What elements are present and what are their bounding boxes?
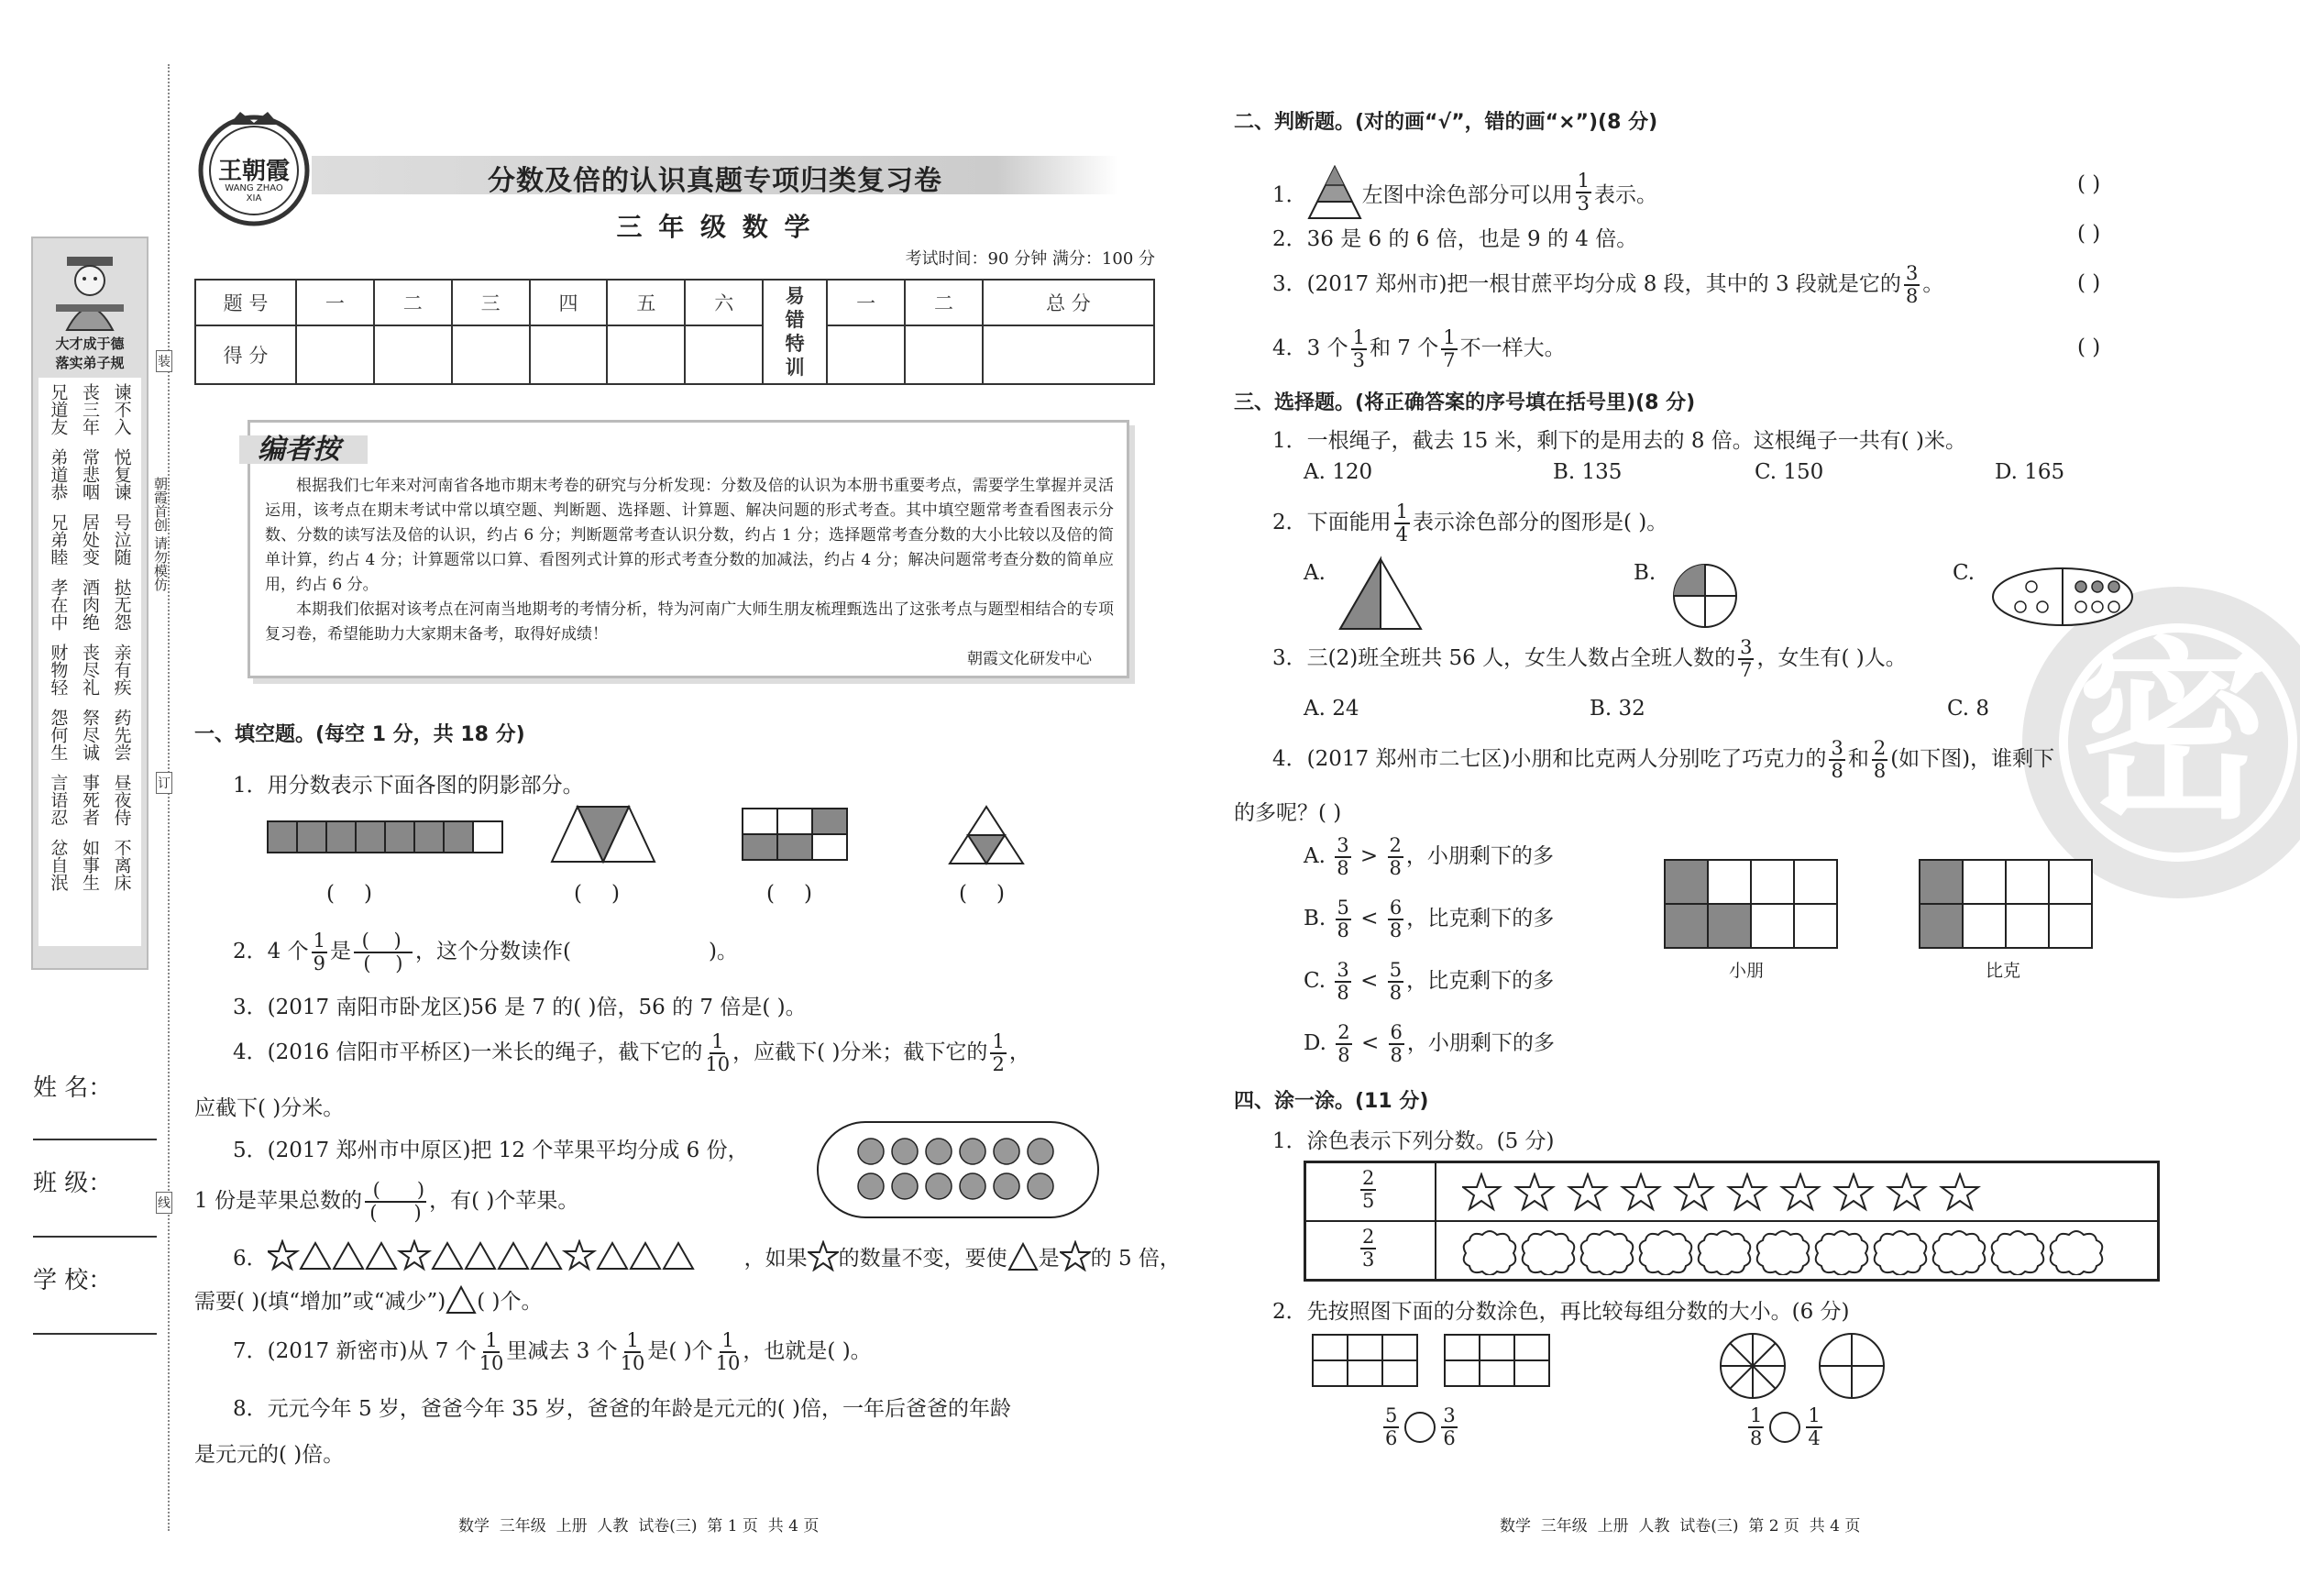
editor-paragraph: 根据我们七年来对河南省各地市期末考卷的研究与分析发现：分数及倍的认识为本册书重要考点，需要学生掌握并灵活运用，该考点在期末考试中常以填空题、判断题、选择题、计算题、解决问题的形式考查。其中填空题常考查看图表示分数、分数的读写法及倍的认识，约占 6 分；判断题常考查认识分数，约占 1 分；选择题常考查分数的大小比较以及倍的简单计算，约占 4 分；计算题常以口算、看图列式计算的形式考查分数的加减法，约占 4 分；解决问题常考查分数的简单应用，约占 6 分。: [265, 477, 1114, 594]
text: 2．4 个: [233, 940, 309, 963]
text: 左图中涂色部分可以用: [1361, 182, 1573, 207]
text: 4．(2016 信阳市平桥区)一米长的绳子，截下它的: [233, 1040, 703, 1064]
option[interactable]: B. 32: [1590, 697, 1645, 721]
score-cell[interactable]: [685, 325, 763, 384]
exam-info: 考试时间：90 分钟 满分：100 分: [905, 249, 1155, 269]
answer-blank[interactable]: (): [326, 882, 402, 906]
poem-line: 谏不入: [111, 383, 132, 435]
coloring-table: [1304, 1161, 2160, 1282]
score-cell[interactable]: [983, 325, 1154, 384]
text: 表示。: [1594, 182, 1658, 207]
watermark-seal: [2022, 587, 2300, 898]
fraction: $\frac{1}{9}$: [313, 930, 325, 974]
apples-figure: [816, 1120, 1100, 1219]
editor-paragraph: 本期我们依据对该考点在河南当地期考的考情分析，特为河南广大师生朋友梳理甄选出了这张考点与题型相结合的专项复习卷，希望能助力大家期末备考，取得好成绩！: [265, 600, 1114, 644]
text: 4．3 个: [1272, 336, 1348, 360]
fraction: $\frac{1}{8}$: [1750, 1404, 1763, 1449]
star-icon: [1060, 1240, 1091, 1271]
score-cell[interactable]: [374, 325, 452, 384]
poem-line: 药先尝: [111, 709, 132, 761]
answer-bracket[interactable]: ( ): [2077, 336, 2101, 359]
option[interactable]: C. 150: [1755, 460, 1824, 484]
compare-group-1[interactable]: [1381, 1406, 1460, 1448]
text: 7．(2017 新密市)从 7 个: [233, 1339, 477, 1363]
score-cell[interactable]: [905, 325, 983, 384]
fraction: $\frac{3}{8}$: [1831, 737, 1843, 782]
poem-line: 常悲咽: [79, 448, 100, 501]
p1-q5-cont: [194, 1181, 578, 1223]
text: ，如果: [743, 1246, 808, 1271]
fraction: $\frac{1}{4}$: [1808, 1404, 1821, 1449]
poem-line: 酒肉绝: [79, 578, 100, 631]
p4-q2-circles[interactable]: [1716, 1331, 1899, 1404]
option[interactable]: B. 135: [1553, 460, 1623, 484]
option-a-triangle: [1337, 556, 1425, 633]
fraction: $\frac{5}{6}$: [1385, 1404, 1398, 1449]
text: 1 份是苹果总数的: [194, 1189, 362, 1213]
text: 需要( )(填“增加”或“减少”): [194, 1289, 446, 1314]
editor-sign: 朝霞文化研发中心: [967, 650, 1092, 668]
option[interactable]: A. 24: [1304, 697, 1359, 721]
text: ，这个分数读作(: [414, 940, 571, 963]
fraction: $\frac{1}{4}$: [1395, 501, 1409, 545]
fraction: $\frac{1}{3}$: [1577, 170, 1590, 215]
option[interactable]: B. $\frac{5}{8}$ < $\frac{6}{8}$ ，比克剩下的多: [1304, 897, 1555, 941]
poem-line: 昼夜侍: [111, 774, 132, 826]
editor-note: [248, 420, 1129, 678]
sidebar-box: [31, 237, 149, 970]
text: 的数量不变，要使: [838, 1246, 1007, 1271]
triangle-icon: [446, 1283, 477, 1315]
option[interactable]: D. 165: [1995, 460, 2065, 484]
score-cell[interactable]: [296, 325, 374, 384]
poem-line: 居处变: [79, 513, 100, 566]
text: )。: [708, 940, 738, 963]
text: 1．: [1272, 182, 1307, 207]
chocolate-figures: [1661, 856, 2101, 952]
poem-line: 如事生: [79, 839, 100, 891]
poem-line: 怨何生: [48, 709, 69, 761]
text: ，有( )个苹果。: [429, 1189, 579, 1213]
text: 表示涂色部分的图形是( )。: [1413, 511, 1668, 534]
fraction: $\frac{1}{3}$: [1352, 326, 1365, 371]
p1-q7: [233, 1331, 872, 1373]
option[interactable]: D. $\frac{2}{8}$ < $\frac{6}{8}$ ，小朋剩下的多: [1304, 1021, 1555, 1066]
col-header: 总 分: [983, 280, 1154, 325]
clouds-row[interactable]: [1458, 1229, 2118, 1275]
text: ，: [1008, 1040, 1030, 1064]
name-label: 姓 名：: [33, 1074, 113, 1102]
special-label: 易错特训: [763, 280, 827, 384]
answer-blank[interactable]: (): [959, 882, 1034, 906]
col-header: 四: [530, 280, 608, 325]
col-header: 一: [827, 280, 905, 325]
text: 4．(2017 郑州市二七区)小朋和比克两人分别吃了巧克力的: [1272, 747, 1827, 771]
poem-line: 兄道友: [48, 383, 69, 435]
p3-q4: [1272, 739, 2054, 781]
part3-title: 三、选择题。(将正确答案的序号填在括号里)(8 分): [1234, 391, 1696, 414]
col-header: 一: [296, 280, 374, 325]
poem-line: 号泣随: [111, 513, 132, 566]
text: 3．三(2)班全班共 56 人，女生人数占全班人数的: [1272, 646, 1736, 670]
brand-name: 王朝霞: [217, 158, 290, 185]
brand-logo: [194, 108, 314, 227]
part2-title: 二、判断题。(对的画“√”，错的画“×”)(8 分): [1234, 111, 1658, 134]
fig-label-bike: 比克: [1986, 961, 2021, 981]
watermark-text: 密: [2077, 621, 2271, 845]
compare-circle-icon[interactable]: [1402, 1409, 1438, 1446]
row-label: 得 分: [195, 325, 296, 384]
text: ，女生有( )人。: [1756, 646, 1907, 670]
p1-q5: 5．(2017 郑州市中原区)把 12 个苹果平均分成 6 份，: [233, 1139, 749, 1162]
p2-q3: [1272, 264, 1943, 306]
p4-q1: 1．涂色表示下列分数。(5 分): [1272, 1129, 1555, 1153]
name-field[interactable]: [33, 1069, 157, 1140]
answer-blank[interactable]: (): [766, 882, 842, 906]
score-cell[interactable]: [607, 325, 685, 384]
fraction: $\frac{3}{7}$: [1740, 636, 1753, 681]
text: ，也就是( )。: [743, 1339, 872, 1363]
col-header: 二: [374, 280, 452, 325]
option[interactable]: C.: [1953, 561, 1975, 585]
poem-line: 挞无怨: [111, 578, 132, 631]
seal-note: 朝霞首创 请勿模仿: [152, 477, 169, 591]
footer-left: 数学 三年级 上册 人教 试卷(三) 第 1 页 共 4 页: [458, 1517, 820, 1535]
text: 。: [1922, 272, 1944, 296]
editor-note-tag: 编者按: [239, 435, 368, 464]
p2-q4: [1272, 328, 1566, 370]
p3-q1: 1．一根绳子，截去 15 米，剩下的是用去的 8 倍。这根绳子一共有( )米。: [1272, 429, 1967, 453]
poem-line: 孝在中: [48, 578, 69, 631]
fraction: $\frac{1}{10}$: [715, 1329, 741, 1374]
option-b-circle: [1670, 561, 1740, 631]
fraction: $\frac{2}{3}$: [1362, 1226, 1375, 1271]
text: 3．(2017 郑州市)把一根甘蔗平均分成 8 段，其中的 3 段就是它的: [1272, 272, 1901, 296]
fraction: $\frac{1}{10}$: [705, 1030, 731, 1075]
school-field[interactable]: [33, 1261, 157, 1335]
answer-bracket[interactable]: ( ): [2077, 271, 2101, 295]
subtitle: 三 年 级 数 学: [616, 212, 814, 242]
p4-q2: 2．先按照图下面的分数涂色，再比较每组分数的大小。(6 分): [1272, 1300, 1850, 1324]
poem-line: 不离床: [111, 839, 132, 891]
poem-line: 兄弟睦: [48, 513, 69, 566]
class-label: 班 级：: [33, 1170, 113, 1197]
triangle-icon: [1007, 1240, 1039, 1271]
poem-line: 事死者: [79, 774, 100, 826]
star-icon: [808, 1240, 839, 1271]
p1-q6-cont: [194, 1283, 543, 1315]
fraction: $\frac{2}{5}$: [1362, 1167, 1375, 1212]
layered-triangle-icon: [1307, 165, 1362, 220]
binding-line: [168, 64, 170, 1531]
poem-panel: [39, 378, 141, 946]
answer-bracket[interactable]: ( ): [2077, 222, 2101, 246]
class-field[interactable]: [33, 1164, 157, 1238]
p1-q8-cont: 是元元的( )倍。: [194, 1443, 345, 1467]
row-label: 题 号: [195, 280, 296, 325]
stars-row[interactable]: [1462, 1172, 1994, 1213]
poem-line: 财物轻: [48, 644, 69, 696]
motto-1: 大才成于德: [55, 336, 125, 352]
text: ，应截下( )分米；截下它的: [732, 1040, 988, 1064]
col-header: 三: [452, 280, 530, 325]
p1-q3: 3．(2017 南阳市卧龙区)56 是 7 的( )倍，56 的 7 倍是( )。: [233, 996, 807, 1019]
text: 是: [1038, 1246, 1060, 1271]
footer-right: 数学 三年级 上册 人教 试卷(三) 第 2 页 共 4 页: [1500, 1517, 1861, 1535]
motto-2: 落实弟子规: [55, 355, 125, 371]
answer-bracket[interactable]: ( ): [2077, 172, 2101, 196]
poem-line: 言语忍: [48, 774, 69, 826]
binding-mark: 线: [156, 1192, 172, 1214]
text: (如下图)，谁剩下: [1890, 747, 2055, 771]
p1-q1: 1．用分数表示下面各图的阴影部分。: [233, 774, 584, 798]
option[interactable]: A. $\frac{3}{8}$ > $\frac{2}{8}$ ，小朋剩下的多: [1304, 834, 1554, 879]
score-cell[interactable]: [452, 325, 530, 384]
poem-line: 悦复谏: [111, 448, 132, 501]
col-header: 六: [685, 280, 763, 325]
text: 和 7 个: [1369, 336, 1439, 360]
col-header: 五: [607, 280, 685, 325]
p1-q2: [233, 931, 738, 974]
part4-title: 四、涂一涂。(11 分): [1234, 1090, 1429, 1113]
school-label: 学 校：: [33, 1267, 113, 1294]
option[interactable]: C. 8: [1947, 697, 1990, 721]
compare-group-2[interactable]: [1745, 1406, 1825, 1448]
poem-line: 丧尽礼: [79, 644, 100, 696]
bar-figure: [268, 821, 502, 853]
text: 和: [1847, 747, 1869, 771]
compare-circle-icon[interactable]: [1766, 1409, 1803, 1446]
text: ( )个。: [477, 1289, 543, 1314]
fraction: $\frac{3}{6}$: [1443, 1404, 1456, 1449]
text: 2．下面能用: [1272, 511, 1392, 534]
text: 不一样大。: [1459, 336, 1566, 360]
score-cell[interactable]: [530, 325, 608, 384]
p3-q3: [1272, 638, 1907, 680]
p3-q2: [1272, 502, 1667, 545]
text: 6．: [233, 1246, 268, 1271]
option[interactable]: B.: [1634, 561, 1656, 585]
binding-mark: 订: [156, 772, 172, 794]
p2-q1: [1272, 165, 1657, 220]
poem-line: 忿自泯: [48, 839, 69, 891]
text: 的 5 倍，: [1090, 1246, 1181, 1271]
text: 里减去 3 个: [506, 1339, 618, 1363]
fraction: $\frac{1}{10}$: [620, 1329, 645, 1374]
fraction: $\frac{2}{8}$: [1873, 737, 1887, 782]
text: 是: [329, 940, 351, 963]
answer-blank[interactable]: (): [574, 882, 649, 906]
p1-q8: 8．元元今年 5 岁，爸爸今年 35 岁，爸爸的年龄是元元的( )倍，一年后爸爸的年龄: [233, 1397, 1012, 1421]
p3-q4-cont: 的多呢？( ): [1234, 801, 1342, 825]
fig-label-xiaopeng: 小朋: [1729, 961, 1765, 981]
answer-fraction[interactable]: $\frac{( )}{( )}$: [366, 1179, 425, 1224]
part1-title: 一、填空题。(每空 1 分，共 18 分): [194, 723, 525, 746]
option-c-oval: [1989, 565, 2136, 629]
fraction: $\frac{3}{8}$: [1905, 262, 1919, 307]
text: 是( )个: [647, 1339, 713, 1363]
option[interactable]: A. 120: [1304, 460, 1373, 484]
brand-name-en: WANG ZHAO XIA: [225, 183, 283, 204]
p2-q2: 2．36 是 6 的 6 倍，也是 9 的 4 倍。: [1272, 227, 1638, 251]
poem-line: 祭尽诚: [79, 709, 100, 761]
option[interactable]: C. $\frac{3}{8}$ < $\frac{5}{8}$ ，比克剩下的多: [1304, 959, 1555, 1004]
fraction: $\frac{1}{2}$: [992, 1030, 1005, 1075]
p1-q4-cont: 应截下( )分米。: [194, 1096, 345, 1120]
scholar-icon: [49, 249, 131, 332]
answer-fraction[interactable]: $\frac{( )}{( )}$: [354, 931, 413, 974]
poem-line: 弟道恭: [48, 448, 69, 501]
poem-line: 丧三年: [79, 383, 100, 435]
nested-triangle-figure: [950, 807, 1023, 864]
shapes-row: [268, 1239, 744, 1272]
score-table: [194, 279, 1155, 385]
grid-figure: [743, 809, 847, 860]
fraction: $\frac{1}{10}$: [479, 1329, 504, 1374]
binding-mark: 装: [156, 350, 172, 372]
triangles-figure: [552, 807, 655, 862]
p1-q6: [233, 1239, 1181, 1272]
fraction: $\frac{1}{7}$: [1443, 326, 1456, 371]
col-header: 二: [905, 280, 983, 325]
p1-q4: [233, 1032, 1030, 1074]
page-title: 分数及倍的认识真题专项归类复习卷: [488, 165, 942, 197]
poem-line: 亲有疾: [111, 644, 132, 696]
score-cell[interactable]: [827, 325, 905, 384]
option[interactable]: A.: [1304, 561, 1326, 585]
